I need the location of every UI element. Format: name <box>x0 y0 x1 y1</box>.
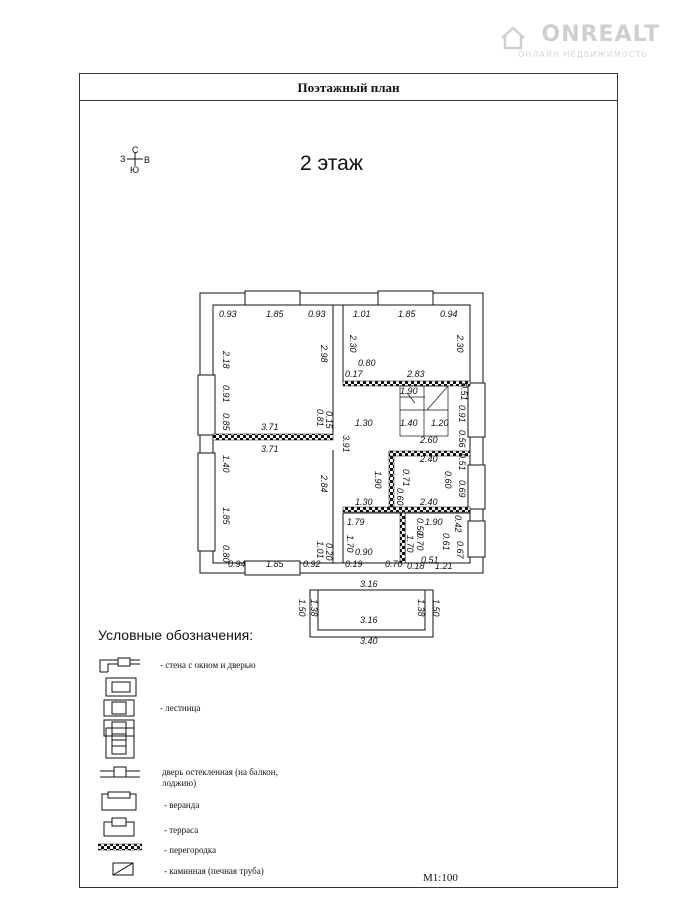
compass-cross-icon <box>124 151 146 167</box>
dim-label: 0.80 <box>358 358 376 368</box>
legend-item-chimney: - каминная (печная труба) <box>164 866 264 876</box>
dim-label: 1.01 <box>353 309 371 319</box>
dim-label: 1.79 <box>347 517 365 527</box>
dim-label: 1.90 <box>373 471 383 489</box>
dim-label: 1.85 <box>266 309 284 319</box>
dim-label: 0.51 <box>459 383 469 401</box>
dim-label: 1.90 <box>400 386 418 396</box>
dim-label: 2.18 <box>221 351 231 369</box>
dim-label: 2.98 <box>319 345 329 363</box>
dim-label: 1.85 <box>398 309 416 319</box>
dim-label: 0.60 <box>395 488 405 506</box>
compass-east: В <box>144 155 151 165</box>
dim-label: 0.61 <box>441 533 451 551</box>
dim-label: 0.69 <box>457 480 467 498</box>
legend-item-wall: - стена с окном и дверью <box>160 660 256 670</box>
dim-label: 0.56 <box>457 430 467 448</box>
dim-label: 0.51 <box>421 555 439 565</box>
dim-label: 0.81 <box>315 409 325 427</box>
dim-label: 0.67 <box>455 541 465 559</box>
dim-label: 1.20 <box>431 418 449 428</box>
dim-label: 1.85 <box>266 559 284 569</box>
dim-label: 2.84 <box>319 475 329 493</box>
dim-label: 2.30 <box>455 335 465 353</box>
dim-label: 0.93 <box>308 309 326 319</box>
dim-label: 0.20 <box>324 543 334 561</box>
staircase-variant-icon <box>98 726 142 762</box>
dim-label: 1.90 <box>425 517 443 527</box>
dim-label: 0.51 <box>457 453 467 471</box>
dim-label: 2.60 <box>420 435 438 445</box>
dim-label: 3.71 <box>261 444 279 454</box>
title-bar <box>80 74 617 101</box>
dim-label: 0.19 <box>345 559 363 569</box>
dim-label: 0.70 <box>385 559 403 569</box>
legend-item-partition: - перегородка <box>164 845 217 855</box>
dim-label: 0.60 <box>443 471 453 489</box>
dim-label: 0.94 <box>440 309 458 319</box>
dim-label: 1.85 <box>221 507 231 525</box>
dim-label: 1.21 <box>435 561 453 571</box>
dim-label: 0.70 <box>415 533 425 551</box>
dim-label: 1.70 <box>345 535 355 553</box>
dim-label: 1.40 <box>400 418 418 428</box>
dim-label: 0.50 <box>415 518 425 536</box>
floor-plan <box>195 285 495 645</box>
compass-rose <box>118 145 154 181</box>
dim-label: 1.38 <box>416 599 426 617</box>
watermark-tagline: ОНЛАЙН НЕДВИЖИМОСТЬ <box>518 50 648 59</box>
dim-label: 1.50 <box>297 599 307 617</box>
dim-label: 0.92 <box>303 559 321 569</box>
dim-label: 0.17 <box>345 369 363 379</box>
watermark-house-icon <box>500 26 526 50</box>
balcony <box>310 590 433 637</box>
legend-item-glazed-door: дверь остекленная (на балкон, лоджию) <box>162 767 278 788</box>
dim-label: 3.16 <box>360 615 378 625</box>
dimension-labels <box>219 309 469 645</box>
dim-label: 0.91 <box>457 405 467 423</box>
compass-west: З <box>120 154 126 164</box>
terrace-symbol-icon <box>98 816 142 838</box>
floor-label: 2 этаж <box>300 152 363 175</box>
wall-window-door-symbol-icon <box>98 656 142 674</box>
dim-label: 0.18 <box>407 561 425 571</box>
partitions <box>213 381 470 563</box>
dim-label: 0.93 <box>219 309 237 319</box>
glazed-door-symbol-icon <box>98 765 142 781</box>
dim-label: 2.30 <box>348 335 358 353</box>
partition-symbol-icon <box>98 843 142 851</box>
dim-label: 2.40 <box>420 497 438 507</box>
chimney-symbol-icon <box>112 862 134 876</box>
exterior-walls <box>200 293 483 573</box>
dim-label: 0.80 <box>221 545 231 563</box>
legend-title: Условные обозначения: <box>98 627 254 643</box>
legend-item-terrace: - терраса <box>164 825 199 835</box>
compass-south: Ю <box>130 165 140 175</box>
dim-label: 1.40 <box>221 455 231 473</box>
scale-label: М1:100 <box>423 872 458 884</box>
legend-item-stairs: - лестница <box>160 703 201 713</box>
dim-label: 1.38 <box>309 599 319 617</box>
watermark-brand: ONREALT <box>541 22 660 47</box>
dim-label: 1.30 <box>355 497 373 507</box>
dim-label: 2.40 <box>420 454 438 464</box>
dim-label: 0.90 <box>355 547 373 557</box>
dim-label: 1.01 <box>315 541 325 559</box>
dim-label: 3.91 <box>341 435 351 453</box>
dim-label: 2.83 <box>407 369 425 379</box>
compass-north: С <box>132 145 139 155</box>
dim-label: 0.71 <box>401 469 411 487</box>
dim-label: 1.70 <box>405 535 415 553</box>
veranda-symbol-icon <box>98 790 142 812</box>
legend-item-veranda: - веранда <box>164 800 200 810</box>
dim-label: 0.85 <box>221 413 231 431</box>
dim-label: 0.91 <box>221 385 231 403</box>
dim-label: 0.94 <box>228 559 246 569</box>
dim-label: 0.15 <box>324 411 334 429</box>
dim-label: 1.30 <box>355 418 373 428</box>
dim-label: 1.50 <box>431 599 441 617</box>
page-title: Поэтажный план <box>297 80 400 95</box>
dim-label: 3.40 <box>360 636 378 645</box>
dim-label: 3.71 <box>261 422 279 432</box>
dim-label: 3.16 <box>360 579 378 589</box>
dim-label: 0.42 <box>453 515 463 533</box>
